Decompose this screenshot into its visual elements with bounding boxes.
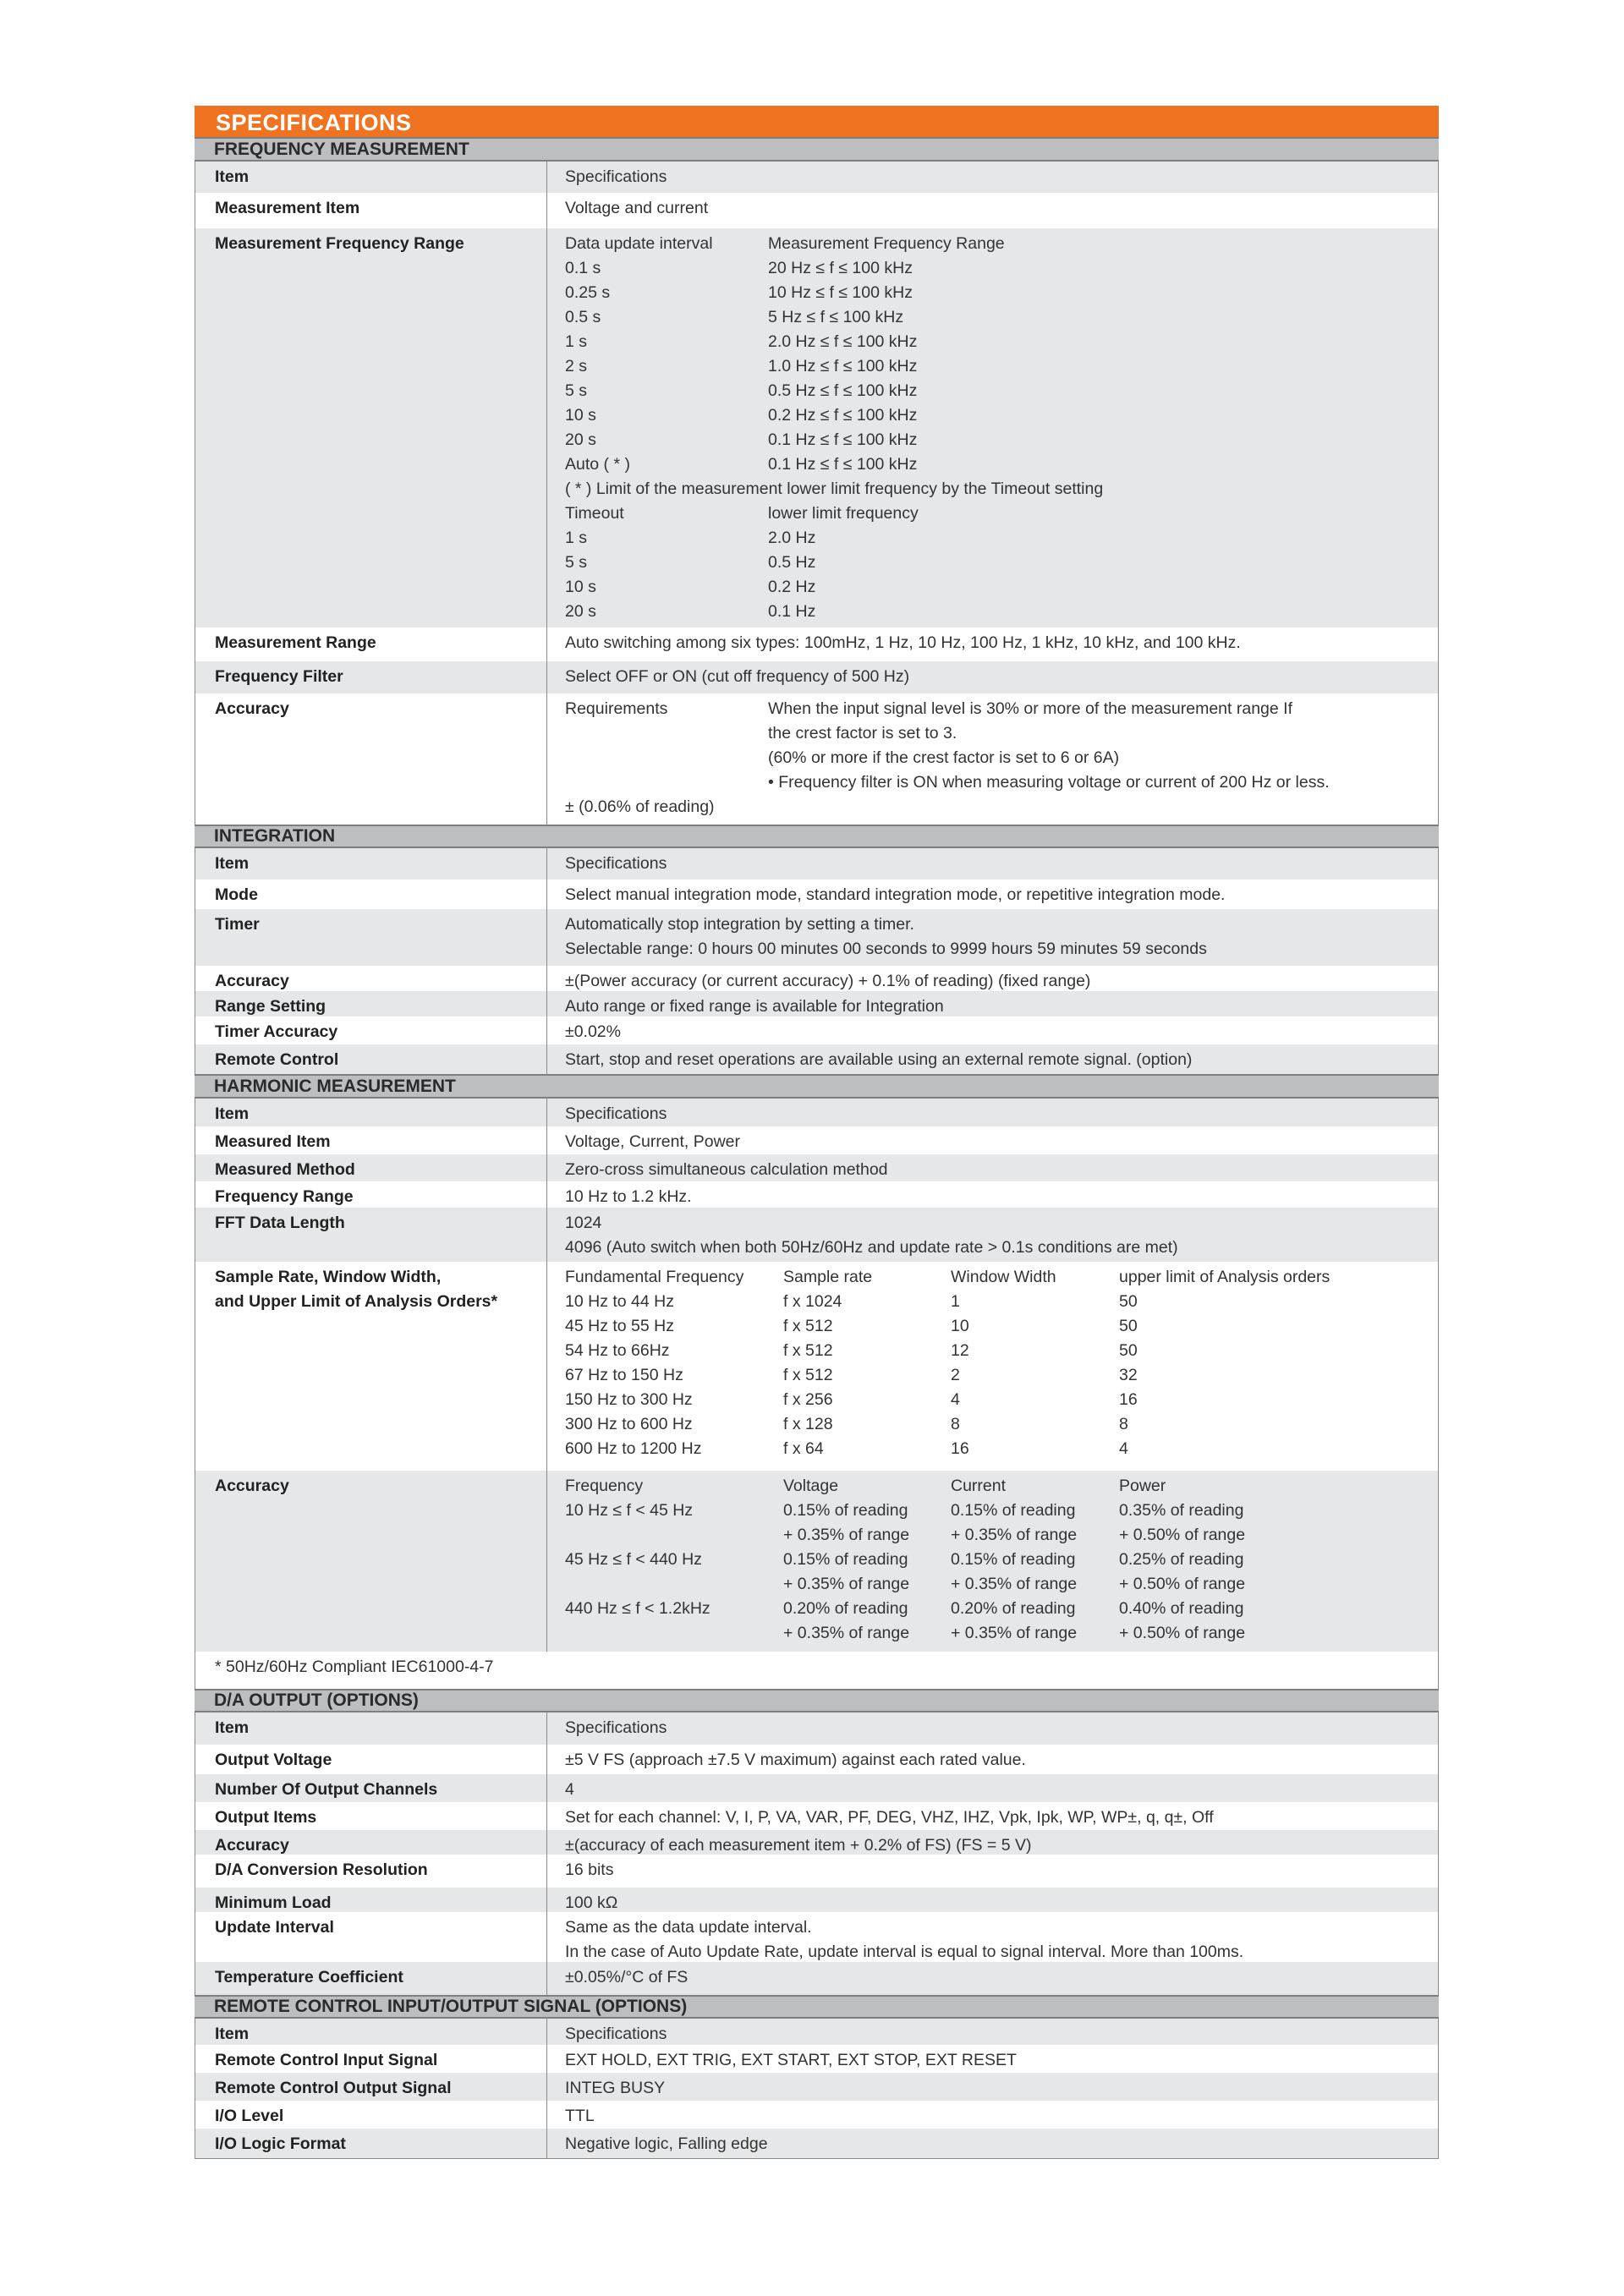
spec-cell: + 0.50% of range: [1119, 1526, 1246, 1544]
spec-cell: f x 512: [783, 1341, 833, 1360]
spec-cell: 54 Hz to 66Hz: [565, 1341, 670, 1360]
spec-line: [565, 1523, 1438, 1548]
sheet-title: SPECIFICATIONS: [195, 106, 1439, 137]
row-spec: [547, 1888, 1438, 1912]
spec-cell: • Frequency filter is ON when measuring voltage or current of 200 Hz or less.: [768, 773, 1330, 792]
row-spec: [547, 966, 1438, 991]
row-spec: [547, 2073, 1438, 2101]
spec-row-measured-item: [195, 1126, 1439, 1154]
spec-cell: 10 Hz ≤ f ≤ 100 kHz: [768, 283, 913, 302]
spec-cell: 2.0 Hz: [768, 529, 816, 547]
spec-line: ±5 V FS (approach ±7.5 V maximum) against each rated value.: [565, 1751, 1026, 1769]
spec-cell: 50: [1119, 1292, 1138, 1311]
column-header-row: [195, 848, 1439, 879]
row-spec: [547, 627, 1438, 661]
spec-row-i-o-level: [195, 2101, 1439, 2129]
row-label: Item: [195, 162, 547, 193]
spec-cell: the crest factor is set to 3.: [768, 724, 957, 743]
spec-line: [565, 330, 1438, 354]
row-label: Frequency Filter: [195, 661, 547, 693]
spec-row-accuracy: [195, 1471, 1439, 1652]
row-spec: [547, 1912, 1438, 1962]
spec-row-output-voltage: [195, 1745, 1439, 1774]
row-label: Accuracy: [195, 966, 547, 991]
spec-cell: 0.25 s: [565, 283, 611, 302]
row-label: Output Voltage: [195, 1745, 547, 1774]
spec-line: [565, 1388, 1438, 1412]
row-label: Update Interval: [195, 1912, 547, 1962]
spec-line: [565, 403, 1438, 428]
spec-line: [565, 600, 1438, 624]
spec-cell: 4: [951, 1390, 960, 1409]
spec-cell: Frequency: [565, 1477, 644, 1495]
spec-cell: 10 s: [565, 578, 596, 596]
spec-cell: 45 Hz ≤ f < 440 Hz: [565, 1550, 702, 1569]
spec-header-text: Specifications: [565, 854, 667, 873]
spec-line: Start, stop and reset operations are available using an external remote signal. (option): [565, 1050, 1193, 1069]
row-spec: [547, 661, 1438, 693]
spec-cell: 1: [951, 1292, 960, 1311]
spec-line: EXT HOLD, EXT TRIG, EXT START, EXT STOP, EXT RESET: [565, 2051, 1017, 2069]
spec-row-fft-data-length: [195, 1208, 1439, 1262]
row-label: Item: [195, 848, 547, 879]
sections: [195, 137, 1439, 2159]
row-spec: [547, 1208, 1438, 1262]
spec-line: In the case of Auto Update Rate, update interval is equal to signal interval. More than 100ms.: [565, 1943, 1244, 1961]
spec-line: [565, 770, 1438, 795]
spec-line: Auto range or fixed range is available for Integration: [565, 997, 944, 1016]
spec-cell: 600 Hz to 1200 Hz: [565, 1439, 702, 1458]
column-header-row: [195, 162, 1439, 193]
spec-cell: f x 1024: [783, 1292, 842, 1311]
spec-cell: Auto ( * ): [565, 455, 630, 474]
spec-row-measurement-item: [195, 193, 1439, 228]
spec-cell: 10: [951, 1317, 969, 1335]
row-label: Measurement Range: [195, 627, 547, 661]
spec-cell: 0.1 s: [565, 259, 601, 277]
spec-cell: + 0.35% of range: [783, 1624, 910, 1642]
spec-cell: Requirements: [565, 699, 668, 718]
spec-cell: 2 s: [565, 357, 588, 375]
spec-row-timer: [195, 909, 1439, 966]
specifications-sheet: [195, 106, 1439, 2159]
spec-cell: 20 Hz ≤ f ≤ 100 kHz: [768, 259, 913, 277]
spec-line: Auto switching among six types: 100mHz, 1 Hz, 10 Hz, 100 Hz, 1 kHz, 10 kHz, and 100 kHz.: [565, 633, 1241, 652]
spec-line: Selectable range: 0 hours 00 minutes 00 seconds to 9999 hours 59 minutes 59 seconds: [565, 940, 1207, 958]
spec-cell: 32: [1119, 1366, 1138, 1384]
row-label: Frequency Range: [195, 1181, 547, 1208]
spec-line: [565, 746, 1438, 770]
spec-cell: Voltage: [783, 1477, 839, 1495]
spec-row-d-a-conversion-resolution: [195, 1855, 1439, 1888]
spec-cell: 50: [1119, 1317, 1138, 1335]
spec-header-text: Specifications: [565, 1104, 667, 1123]
spec-cell: f x 128: [783, 1415, 833, 1433]
spec-line: Automatically stop integration by setting a timer.: [565, 915, 914, 934]
spec-line: Same as the data update interval.: [565, 1918, 812, 1937]
spec-line: Voltage, Current, Power: [565, 1132, 741, 1151]
row-label: Measured Item: [195, 1126, 547, 1154]
spec-row-update-interval: [195, 1912, 1439, 1962]
spec-cell: 0.2 Hz ≤ f ≤ 100 kHz: [768, 406, 918, 425]
row-spec: [547, 193, 1438, 228]
spec-row-minimum-load: [195, 1888, 1439, 1912]
spec-cell: 0.25% of reading: [1119, 1550, 1244, 1569]
spec-line: [565, 1290, 1438, 1314]
spec-line: [565, 721, 1438, 746]
spec-cell: When the input signal level is 30% or more of the measurement range If: [768, 699, 1292, 718]
spec-line: [565, 551, 1438, 575]
spec-line: 4: [565, 1780, 574, 1799]
row-spec: [547, 1126, 1438, 1154]
spec-cell: 0.20% of reading: [783, 1599, 908, 1618]
spec-cell: 0.1 Hz ≤ f ≤ 100 kHz: [768, 430, 918, 449]
row-spec: [547, 1016, 1438, 1044]
row-label: Output Items: [195, 1802, 547, 1830]
spec-row-remote-control-output-signal: [195, 2073, 1439, 2101]
spec-line: 100 kΩ: [565, 1893, 618, 1912]
row-spec: [547, 1802, 1438, 1830]
spec-cell: Current: [951, 1477, 1007, 1495]
spec-row-timer-accuracy: [195, 1016, 1439, 1044]
spec-cell: 4: [1119, 1439, 1128, 1458]
row-label: I/O Logic Format: [195, 2129, 547, 2158]
spec-line: Select OFF or ON (cut off frequency of 500 Hz): [565, 667, 910, 686]
row-label: Measured Method: [195, 1154, 547, 1181]
spec-row-temperature-coefficient: [195, 1962, 1439, 1995]
spec-cell: f x 256: [783, 1390, 833, 1409]
spec-line: ±0.05%/°C of FS: [565, 1968, 689, 1986]
spec-cell: Power: [1119, 1477, 1166, 1495]
spec-cell: 0.40% of reading: [1119, 1599, 1244, 1618]
spec-cell: + 0.35% of range: [951, 1624, 1078, 1642]
spec-line: ±(Power accuracy (or current accuracy) + 0.1% of reading) (fixed range): [565, 972, 1091, 990]
spec-cell: 5 Hz ≤ f ≤ 100 kHz: [768, 308, 904, 326]
spec-line: [565, 305, 1438, 330]
spec-cell: 440 Hz ≤ f < 1.2kHz: [565, 1599, 710, 1618]
spec-line: [565, 428, 1438, 452]
spec-line: Zero-cross simultaneous calculation method: [565, 1160, 888, 1179]
spec-cell: 0.15% of reading: [951, 1501, 1076, 1520]
row-spec: [547, 1044, 1438, 1074]
spec-cell: 10 Hz ≤ f < 45 Hz: [565, 1501, 694, 1520]
spec-cell: 16: [1119, 1390, 1138, 1409]
spec-cell: 0.5 s: [565, 308, 601, 326]
row-label: Remote Control Output Signal: [195, 2073, 547, 2101]
spec-cell: + 0.35% of range: [783, 1575, 910, 1593]
row-label: Accuracy: [195, 1471, 547, 1652]
spec-line: [565, 526, 1438, 551]
spec-cell: 5 s: [565, 553, 588, 572]
spec-row-remote-control: [195, 1044, 1439, 1074]
spec-cell: 20 s: [565, 430, 596, 449]
row-spec: [547, 1855, 1438, 1888]
spec-line: [565, 1621, 1438, 1646]
spec-line: [565, 501, 1438, 526]
spec-header-text: Specifications: [565, 2025, 667, 2043]
spec-line: [565, 256, 1438, 281]
spec-cell: 16: [951, 1439, 969, 1458]
row-spec: [547, 228, 1438, 627]
row-spec: [547, 1181, 1438, 1208]
section-header-harmonic-measurement: HARMONIC MEASUREMENT: [195, 1074, 1439, 1099]
spec-cell: Timeout: [565, 504, 624, 523]
spec-line: Set for each channel: V, I, P, VA, VAR, PF, DEG, VHZ, IHZ, Vpk, Ipk, WP, WP±, q, q±, Off: [565, 1808, 1214, 1827]
spec-row-accuracy: [195, 966, 1439, 991]
spec-cell: 2: [951, 1366, 960, 1384]
spec-cell: 1 s: [565, 332, 588, 351]
row-spec: [547, 1962, 1438, 1995]
row-label: Measurement Item: [195, 193, 547, 228]
spec-line: [565, 697, 1438, 721]
spec-line: 4096 (Auto switch when both 50Hz/60Hz and update rate > 0.1s conditions are met): [565, 1238, 1178, 1257]
spec-line: [565, 1314, 1438, 1339]
spec-cell: 67 Hz to 150 Hz: [565, 1366, 683, 1384]
column-header-row: [195, 1712, 1439, 1745]
row-spec: [547, 2101, 1438, 2129]
row-label: Timer: [195, 909, 547, 966]
row-spec: [547, 2045, 1438, 2073]
spec-cell: upper limit of Analysis orders: [1119, 1268, 1330, 1286]
spec-line: [565, 281, 1438, 305]
section-header-remote-control-input-output-signal-options: REMOTE CONTROL INPUT/OUTPUT SIGNAL (OPTIONS): [195, 1995, 1439, 2019]
spec-row-frequency-filter: [195, 661, 1439, 693]
spec-line: [565, 575, 1438, 600]
spec-cell: 8: [1119, 1415, 1128, 1433]
spec-row-range-setting: [195, 991, 1439, 1016]
spec-line: [565, 1548, 1438, 1572]
row-label: Timer Accuracy: [195, 1016, 547, 1044]
spec-cell: Sample rate: [783, 1268, 873, 1286]
table-bottom-border: [195, 2158, 1439, 2159]
row-label: Number Of Output Channels: [195, 1774, 547, 1802]
row-label: Accuracy: [195, 1830, 547, 1855]
row-spec: [547, 879, 1438, 909]
row-spec: [547, 1099, 1438, 1126]
column-header-row: [195, 1099, 1439, 1126]
row-spec: [547, 1262, 1438, 1471]
spec-line: [565, 232, 1438, 256]
spec-cell: 0.20% of reading: [951, 1599, 1076, 1618]
spec-line: ±(accuracy of each measurement item + 0.2% of FS) (FS = 5 V): [565, 1836, 1032, 1855]
spec-cell: + 0.35% of range: [783, 1526, 910, 1544]
spec-cell: + 0.50% of range: [1119, 1624, 1246, 1642]
section-header-integration: INTEGRATION: [195, 825, 1439, 848]
row-spec: [547, 162, 1438, 193]
spec-cell: 0.5 Hz ≤ f ≤ 100 kHz: [768, 381, 918, 400]
spec-cell: 8: [951, 1415, 960, 1433]
spec-cell: 20 s: [565, 602, 596, 621]
section-header-frequency-measurement: FREQUENCY MEASUREMENT: [195, 137, 1439, 162]
spec-cell: 0.15% of reading: [783, 1501, 908, 1520]
spec-line: ±0.02%: [565, 1022, 621, 1041]
row-spec: [547, 1745, 1438, 1774]
spec-cell: 0.2 Hz: [768, 578, 816, 596]
row-label: Accuracy: [195, 693, 547, 825]
spec-cell: 1 s: [565, 529, 588, 547]
spec-cell: Fundamental Frequency: [565, 1268, 744, 1286]
spec-line: [565, 1437, 1438, 1461]
footnote: * 50Hz/60Hz Compliant IEC61000-4-7: [195, 1652, 1439, 1689]
spec-cell: f x 512: [783, 1366, 833, 1384]
row-label: Remote Control Input Signal: [195, 2045, 547, 2073]
spec-cell: + 0.35% of range: [951, 1575, 1078, 1593]
row-spec: [547, 2019, 1438, 2045]
row-label: D/A Conversion Resolution: [195, 1855, 547, 1888]
spec-cell: Window Width: [951, 1268, 1056, 1286]
spec-line: [565, 1597, 1438, 1621]
spec-row-mode: [195, 879, 1439, 909]
row-label: Measurement Frequency Range: [195, 228, 547, 627]
spec-cell: 0.15% of reading: [951, 1550, 1076, 1569]
spec-cell: 12: [951, 1341, 969, 1360]
spec-line: [565, 354, 1438, 379]
spec-row-number-of-output-channels: [195, 1774, 1439, 1802]
spec-cell: 5 s: [565, 381, 588, 400]
column-header-row: [195, 2019, 1439, 2045]
spec-header-text: Specifications: [565, 1718, 667, 1737]
spec-cell: + 0.50% of range: [1119, 1575, 1246, 1593]
spec-line: TTL: [565, 2107, 595, 2125]
spec-line: Voltage and current: [565, 199, 709, 217]
row-label: Mode: [195, 879, 547, 909]
spec-row-remote-control-input-signal: [195, 2045, 1439, 2073]
section-header-d-a-output-options: D/A OUTPUT (OPTIONS): [195, 1689, 1439, 1712]
row-label: Remote Control: [195, 1044, 547, 1074]
row-spec: [547, 1712, 1438, 1745]
spec-cell: 0.1 Hz: [768, 602, 816, 621]
spec-cell: 0.15% of reading: [783, 1550, 908, 1569]
spec-cell: f x 64: [783, 1439, 824, 1458]
spec-line: [565, 1474, 1438, 1499]
row-spec: [547, 2129, 1438, 2158]
spec-cell: + 0.35% of range: [951, 1526, 1078, 1544]
spec-line: 10 Hz to 1.2 kHz.: [565, 1187, 692, 1206]
spec-line: [565, 1265, 1438, 1290]
row-spec: [547, 848, 1438, 879]
row-spec: [547, 1154, 1438, 1181]
spec-line: [565, 379, 1438, 403]
spec-row-output-items: [195, 1802, 1439, 1830]
spec-cell: f x 512: [783, 1317, 833, 1335]
spec-row-frequency-range: [195, 1181, 1439, 1208]
spec-cell: (60% or more if the crest factor is set to 6 or 6A): [768, 748, 1120, 767]
spec-line: ( * ) Limit of the measurement lower limit frequency by the Timeout setting: [565, 479, 1104, 498]
spec-line: [565, 1499, 1438, 1523]
spec-line: [565, 1572, 1438, 1597]
row-label: FFT Data Length: [195, 1208, 547, 1262]
spec-line: INTEG BUSY: [565, 2079, 666, 2097]
row-label: I/O Level: [195, 2101, 547, 2129]
spec-cell: Data update interval: [565, 234, 713, 253]
spec-row-measured-method: [195, 1154, 1439, 1181]
row-label: Range Setting: [195, 991, 547, 1016]
spec-row-i-o-logic-format: [195, 2129, 1439, 2158]
row-label: Item: [195, 1099, 547, 1126]
spec-line: [565, 452, 1438, 477]
row-spec: [547, 1830, 1438, 1855]
spec-cell: 2.0 Hz ≤ f ≤ 100 kHz: [768, 332, 918, 351]
spec-row-measurement-frequency-range: [195, 228, 1439, 627]
spec-cell: 1.0 Hz ≤ f ≤ 100 kHz: [768, 357, 918, 375]
spec-line: [565, 1339, 1438, 1363]
spec-line: 1024: [565, 1214, 602, 1232]
spec-line: [565, 1412, 1438, 1437]
spec-row-sample-rate-window-width-and-upper-limit-of-analysis-orders: [195, 1262, 1439, 1471]
row-label: Minimum Load: [195, 1888, 547, 1912]
spec-cell: 50: [1119, 1341, 1138, 1360]
spec-cell: lower limit frequency: [768, 504, 919, 523]
spec-cell: 45 Hz to 55 Hz: [565, 1317, 674, 1335]
spec-cell: Measurement Frequency Range: [768, 234, 1005, 253]
row-spec: [547, 693, 1438, 825]
spec-line: ± (0.06% of reading): [565, 797, 715, 816]
row-spec: [547, 909, 1438, 966]
row-label: Temperature Coefficient: [195, 1962, 547, 1995]
row-spec: [547, 1471, 1438, 1652]
spec-row-accuracy: [195, 693, 1439, 825]
row-spec: [547, 1774, 1438, 1802]
row-label: Sample Rate, Window Width, and Upper Limit of Analysis Orders*: [195, 1262, 547, 1471]
spec-cell: 0.5 Hz: [768, 553, 816, 572]
row-label: Item: [195, 1712, 547, 1745]
spec-header-text: Specifications: [565, 167, 667, 186]
row-spec: [547, 991, 1438, 1016]
spec-cell: 0.35% of reading: [1119, 1501, 1244, 1520]
spec-line: 16 bits: [565, 1860, 614, 1879]
spec-cell: 150 Hz to 300 Hz: [565, 1390, 693, 1409]
spec-row-measurement-range: [195, 627, 1439, 661]
spec-cell: 10 Hz to 44 Hz: [565, 1292, 674, 1311]
spec-line: Negative logic, Falling edge: [565, 2134, 768, 2153]
spec-cell: 300 Hz to 600 Hz: [565, 1415, 693, 1433]
spec-cell: 10 s: [565, 406, 596, 425]
spec-cell: 0.1 Hz ≤ f ≤ 100 kHz: [768, 455, 918, 474]
spec-row-accuracy: [195, 1830, 1439, 1855]
row-label: Item: [195, 2019, 547, 2045]
spec-line: Select manual integration mode, standard integration mode, or repetitive integration mode.: [565, 885, 1226, 904]
spec-line: [565, 1363, 1438, 1388]
